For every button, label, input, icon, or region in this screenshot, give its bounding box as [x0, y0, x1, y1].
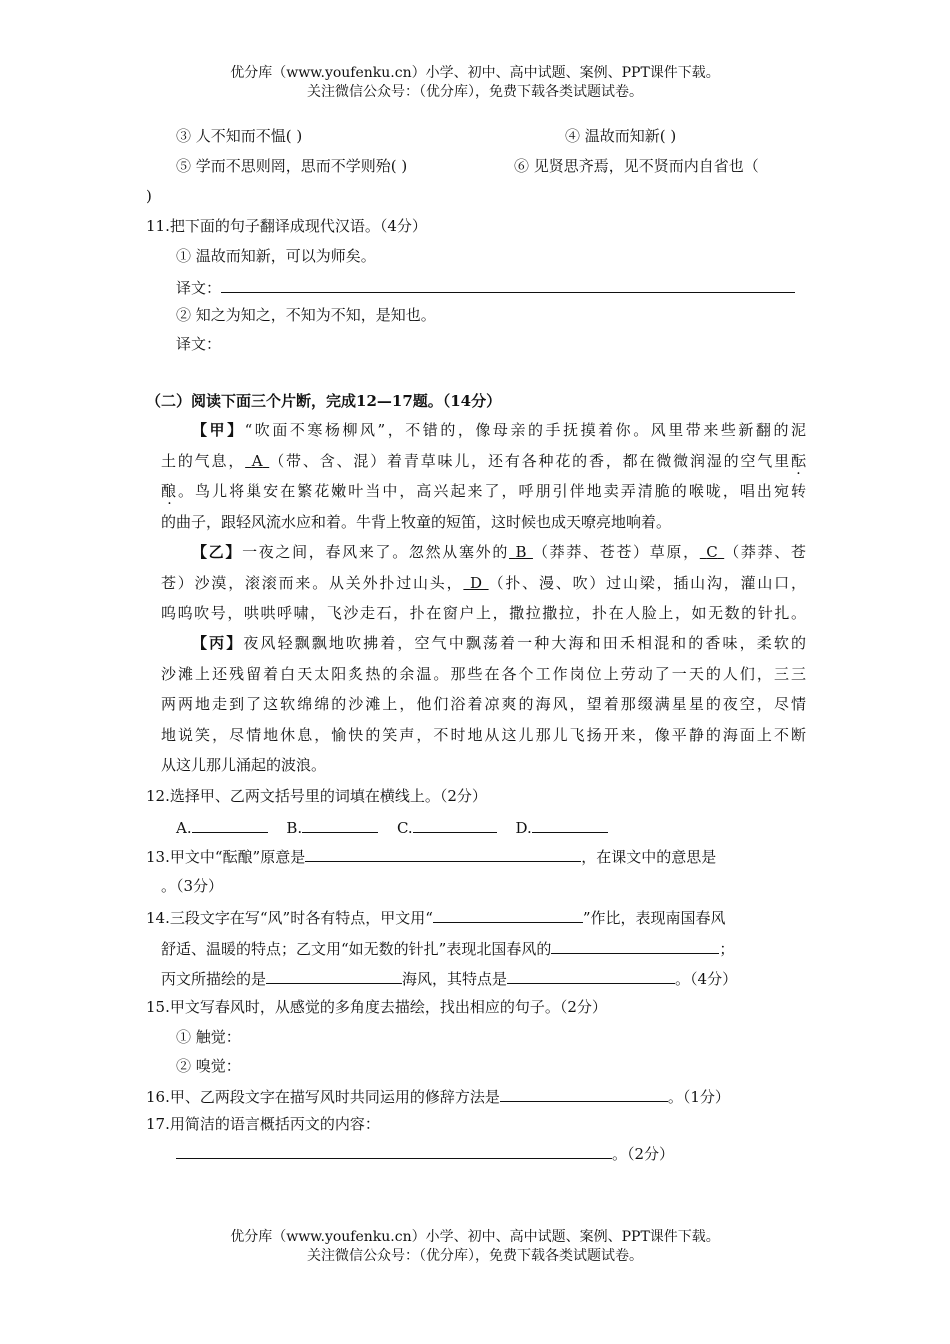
passage-tag: 【丙】: [192, 634, 244, 652]
q14-line-1: 14.三段文字在写“风”时各有特点，甲文用“ ”作比，表现南国春风: [146, 906, 726, 928]
q10-item-6-end: ): [146, 187, 152, 205]
passage-jia-line-4: 的曲子，跟轻风流水应和着。牛背上牧童的短笛，这时候也成天嘹亮地响着。: [161, 513, 672, 531]
q17-answer: 。（2分）: [176, 1142, 674, 1164]
answer-line[interactable]: [192, 816, 268, 833]
q11-stem: 11.把下面的句子翻译成现代汉语。（4分）: [146, 217, 427, 235]
passage-yi-line-3: 呜呜吹号，哄哄呼啸，飞沙走石，扑在窗户上，撒拉撒拉，扑在人脸上，如无数的针扎。: [161, 604, 806, 622]
answer-line[interactable]: [551, 937, 719, 954]
blank-b: B: [515, 543, 527, 561]
q11-translation-2: 译文：: [176, 335, 222, 353]
q17-stem: 17.用简洁的语言概括丙文的内容：: [146, 1115, 380, 1133]
header-line-1: 优分库（www.youfenku.cn）小学、初中、高中试题、案例、PPT课件下载。: [230, 65, 720, 81]
q15-stem: 15.甲文写春风时，从感觉的多角度去描绘，找出相应的句子。（2分）: [146, 998, 607, 1016]
passage-bing-line-4: 地说笑，尽情地休息，愉快的笑声，不时地从这儿那儿飞扬开来，像平静的海面上不断: [161, 726, 806, 744]
answer-line[interactable]: [302, 816, 378, 833]
q11-sentence-1: ① 温故而知新，可以为师矣。: [176, 247, 376, 265]
header-line-2: 关注微信公众号：（优分库），免费下载各类试题试卷。: [307, 84, 643, 100]
q13-line-2: 。（3分）: [161, 877, 224, 895]
q15-touch: ① 触觉：: [176, 1028, 241, 1046]
passage-bing-line-1: 【丙】夜风轻飘飘地吹拂着，空气中飘荡着一种大海和田禾相混和的香味，柔软的: [192, 634, 806, 652]
passage-bing-line-2: 沙滩上还残留着白天太阳炙热的余温。那些在各个工作岗位上劳动了一天的人们，三三: [161, 665, 806, 683]
answer-line[interactable]: [221, 276, 795, 293]
passage-jia-line-3: 酿。鸟儿将巢安在繁花嫩叶当中，高兴起来了，呼朋引伴地卖弄清脆的喉咙，唱出宛转: [161, 482, 806, 500]
passage-jia-line-1: 【甲】“吹面不寒杨柳风”，不错的，像母亲的手抚摸着你。风里带来些新翻的泥: [192, 421, 806, 439]
page-header: [0, 64, 950, 102]
footer-line-2: 关注微信公众号：（优分库），免费下载各类试题试卷。: [307, 1248, 643, 1264]
answer-line[interactable]: [413, 816, 497, 833]
section-title: （二）阅读下面三个片断，完成12—17题。（14分）: [146, 392, 502, 410]
passage-jia-line-2: 土的气息， A （带、含、混）着青草味儿，还有各种花的香，都在微微润湿的空气里酝: [161, 452, 806, 470]
passage-tag: 【乙】: [192, 543, 243, 561]
answer-line[interactable]: [507, 967, 675, 984]
q11-translation-1: [176, 276, 795, 298]
answer-line[interactable]: [305, 845, 581, 862]
answer-line[interactable]: [176, 1142, 612, 1159]
passage-bing-line-5: 从这儿那儿涌起的波浪。: [161, 756, 327, 774]
passage-yi-line-2: 苍）沙漠，滚滚而来。从关外扑过山头， D （扑、漫、吹）过山梁，插山沟，灌山口，: [161, 574, 806, 592]
blank-a: A: [251, 452, 263, 470]
q15-smell: ② 嗅觉：: [176, 1057, 241, 1075]
answer-line[interactable]: [433, 906, 583, 923]
answer-line[interactable]: [266, 967, 402, 984]
translation-label: 译文：: [176, 279, 222, 297]
q13-line-1: 13.甲文中“酝酿”原意是 ，在课文中的意思是: [146, 845, 716, 867]
page-footer: [0, 1228, 950, 1266]
q12-stem: 12.选择甲、乙两文括号里的词填在横线上。（2分）: [146, 787, 487, 805]
footer-line-1: 优分库（www.youfenku.cn）小学、初中、高中试题、案例、PPT课件下载。: [230, 1229, 720, 1245]
q10-item-4: ④ 温故而知新( ): [565, 127, 677, 145]
q16-line: 16.甲、乙两段文字在描写风时共同运用的修辞方法是 。（1分）: [146, 1085, 730, 1107]
q11-sentence-2: ② 知之为知之，不知为不知，是知也。: [176, 306, 436, 324]
passage-yi-line-1: 【乙】一夜之间，春风来了。忽然从塞外的 B （莽莽、苍苍）草原， C （莽莽、苍: [192, 543, 806, 561]
q10-item-6: ⑥ 见贤思齐焉，见不贤而内自省也（: [514, 157, 759, 175]
q14-line-2: 舒适、温暖的特点；乙文用“如无数的针扎”表现北国春风的 ；: [161, 937, 734, 959]
q10-item-5: ⑤ 学而不思则罔，思而不学则殆( ): [176, 157, 408, 175]
blank-c: C: [706, 543, 718, 561]
answer-line[interactable]: [500, 1085, 668, 1102]
answer-line[interactable]: [532, 816, 608, 833]
passage-bing-line-3: 两两地走到了这软绵绵的沙滩上，他们浴着凉爽的海风，望着那缀满星星的夜空，尽情: [161, 695, 806, 713]
passage-tag: 【甲】: [192, 421, 245, 439]
q14-line-3: 丙文所描绘的是 海风，其特点是 。（4分）: [161, 967, 737, 989]
q10-item-3: ③ 人不知而不愠( ): [176, 127, 303, 145]
blank-d: D: [469, 574, 482, 592]
q12-answers: A. B. C. D.: [176, 816, 608, 838]
